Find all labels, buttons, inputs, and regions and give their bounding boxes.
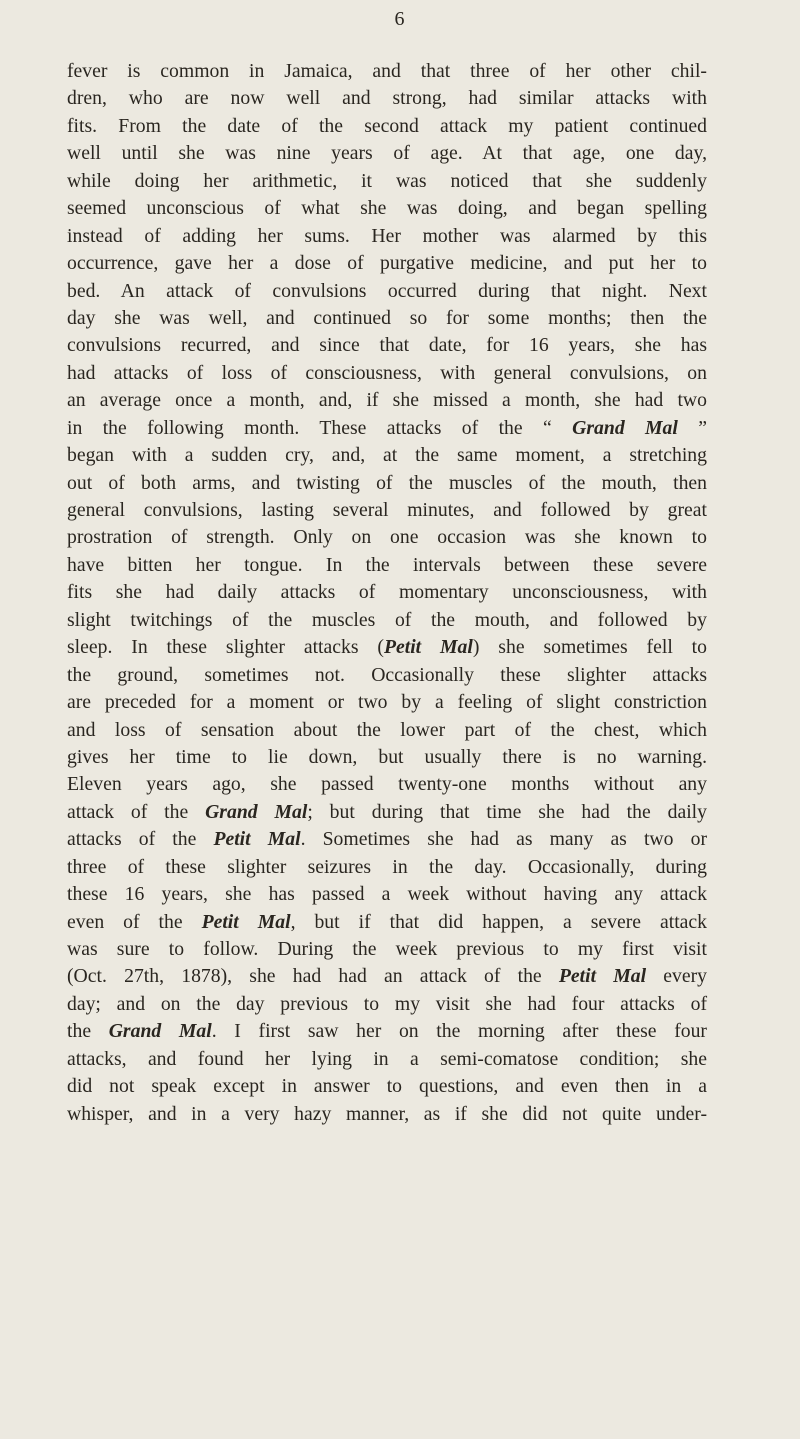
text-segment: in the following month. These attacks of the “ [67, 416, 573, 439]
text-line [67, 634, 707, 661]
text-segment: attack of the [67, 800, 206, 823]
text-line [67, 771, 707, 798]
text-line [67, 470, 707, 497]
italic-term: Grand Mal [108, 1020, 212, 1043]
text-segment: occurrence, gave her a dose of purgative medicine, and put her to [67, 252, 707, 275]
text-line [67, 552, 707, 579]
text-line [67, 881, 707, 908]
text-line [67, 415, 707, 442]
text-segment: the [67, 1020, 109, 1043]
text-segment: was sure to follow. During the week previous to my first visit [67, 938, 707, 960]
text-segment: ” [677, 416, 707, 439]
italic-term: Petit Mal [201, 910, 291, 933]
text-line [67, 826, 707, 853]
text-segment: the ground, sometimes not. Occasionally these slighter attacks [67, 663, 707, 686]
italic-term: Grand Mal [572, 416, 678, 439]
text-segment: Eleven years ago, she passed twenty-one months without any [67, 773, 707, 796]
text-line [67, 689, 707, 716]
text-line [67, 195, 707, 222]
text-segment: fever is common in Jamaica, and that three of her other chil- [67, 60, 707, 82]
text-segment: dren, who are now well and strong, had similar attacks with [67, 87, 707, 110]
text-segment: began with a sudden cry, and, at the same moment, a stretching [67, 444, 707, 467]
text-segment: . I first saw her on the morning after these four [211, 1020, 707, 1043]
text-segment: did not speak except in answer to questions, and even then in a [67, 1075, 707, 1098]
text-line [67, 223, 707, 250]
text-segment: three of these slighter seizures in the day. Occasionally, during [67, 855, 707, 878]
page-number: 6 [394, 8, 406, 30]
text-line [67, 1046, 707, 1073]
text-line [67, 113, 707, 140]
text-segment: general convulsions, lasting several minutes, and followed by great [67, 499, 707, 521]
text-line [67, 278, 707, 305]
text-line [67, 662, 707, 689]
text-segment: (Oct. 27th, 1878), she had had an attack of the [67, 965, 559, 988]
text-segment: gives her time to lie down, but usually there is no warning. [67, 745, 707, 768]
text-segment: fits. From the date of the second attack my patient continued [67, 114, 707, 137]
text-line [67, 717, 707, 744]
text-line [67, 799, 707, 826]
body-text [67, 58, 707, 1128]
text-segment: well until she was nine years of age. At that age, one day, [67, 142, 707, 165]
text-segment: have bitten her tongue. In the intervals between these severe [67, 553, 707, 576]
text-segment: had attacks of loss of consciousness, with general convulsions, on [67, 361, 707, 384]
text-line [67, 854, 707, 881]
text-segment: out of both arms, and twisting of the muscles of the mouth, then [67, 471, 707, 494]
text-line [67, 360, 707, 387]
text-segment: day; and on the day previous to my visit she had four attacks of [67, 992, 707, 1015]
text-segment: bed. An attack of convulsions occurred during that night. Next [67, 279, 707, 302]
text-line [67, 744, 707, 771]
text-line [67, 607, 707, 634]
text-segment: instead of adding her sums. Her mother was alarmed by this [67, 224, 707, 247]
italic-term: Grand Mal [205, 800, 308, 823]
text-segment: seemed unconscious of what she was doing, and began spelling [67, 197, 707, 220]
text-segment: slight twitchings of the muscles of the mouth, and followed by [67, 608, 707, 631]
text-segment: ) she sometimes fell to [472, 636, 707, 659]
text-line [67, 497, 707, 524]
text-line [67, 936, 707, 963]
text-segment: attacks of the [67, 828, 214, 851]
text-segment: even of the [67, 910, 202, 933]
text-line [67, 524, 707, 551]
text-segment: attacks, and found her lying in a semi-comatose condition; she [67, 1047, 707, 1070]
text-line [67, 140, 707, 167]
text-line [67, 991, 707, 1018]
text-line [67, 1018, 707, 1045]
text-line [67, 387, 707, 414]
text-line [67, 305, 707, 332]
text-segment: sleep. In these slighter attacks ( [67, 636, 384, 659]
text-segment: these 16 years, she has passed a week without having any attack [67, 883, 707, 906]
text-segment: whisper, and in a very hazy manner, as if she did not quite under- [67, 1102, 707, 1125]
text-segment: convulsions recurred, and since that date, for 16 years, she has [67, 334, 707, 357]
text-segment: an average once a month, and, if she missed a month, she had two [67, 389, 707, 412]
text-line [67, 963, 707, 990]
text-line [67, 85, 707, 112]
italic-term: Petit Mal [383, 636, 473, 659]
text-segment: , but if that did happen, a severe attack [290, 910, 707, 933]
italic-term: Petit Mal [213, 828, 301, 851]
text-segment: prostration of strength. Only on one occasion was she known to [67, 526, 707, 549]
text-line [67, 250, 707, 277]
text-segment: ; but during that time she had the daily [307, 800, 707, 823]
text-segment: day she was well, and continued so for some months; then the [67, 306, 707, 329]
text-segment: while doing her arithmetic, it was noticed that she suddenly [67, 169, 707, 192]
text-line [67, 909, 707, 936]
text-line [67, 58, 707, 85]
text-segment: are preceded for a moment or two by a feeling of slight constriction [67, 691, 707, 714]
text-line [67, 168, 707, 195]
text-segment: fits she had daily attacks of momentary unconsciousness, with [67, 581, 707, 604]
text-segment: . Sometimes she had as many as two or [300, 828, 707, 851]
text-line [67, 579, 707, 606]
text-line [67, 1101, 707, 1128]
text-line [67, 332, 707, 359]
text-segment: every [646, 965, 707, 988]
text-segment: and loss of sensation about the lower part of the chest, which [67, 718, 707, 741]
text-line [67, 442, 707, 469]
text-line [67, 1073, 707, 1100]
italic-term: Petit Mal [558, 965, 647, 988]
